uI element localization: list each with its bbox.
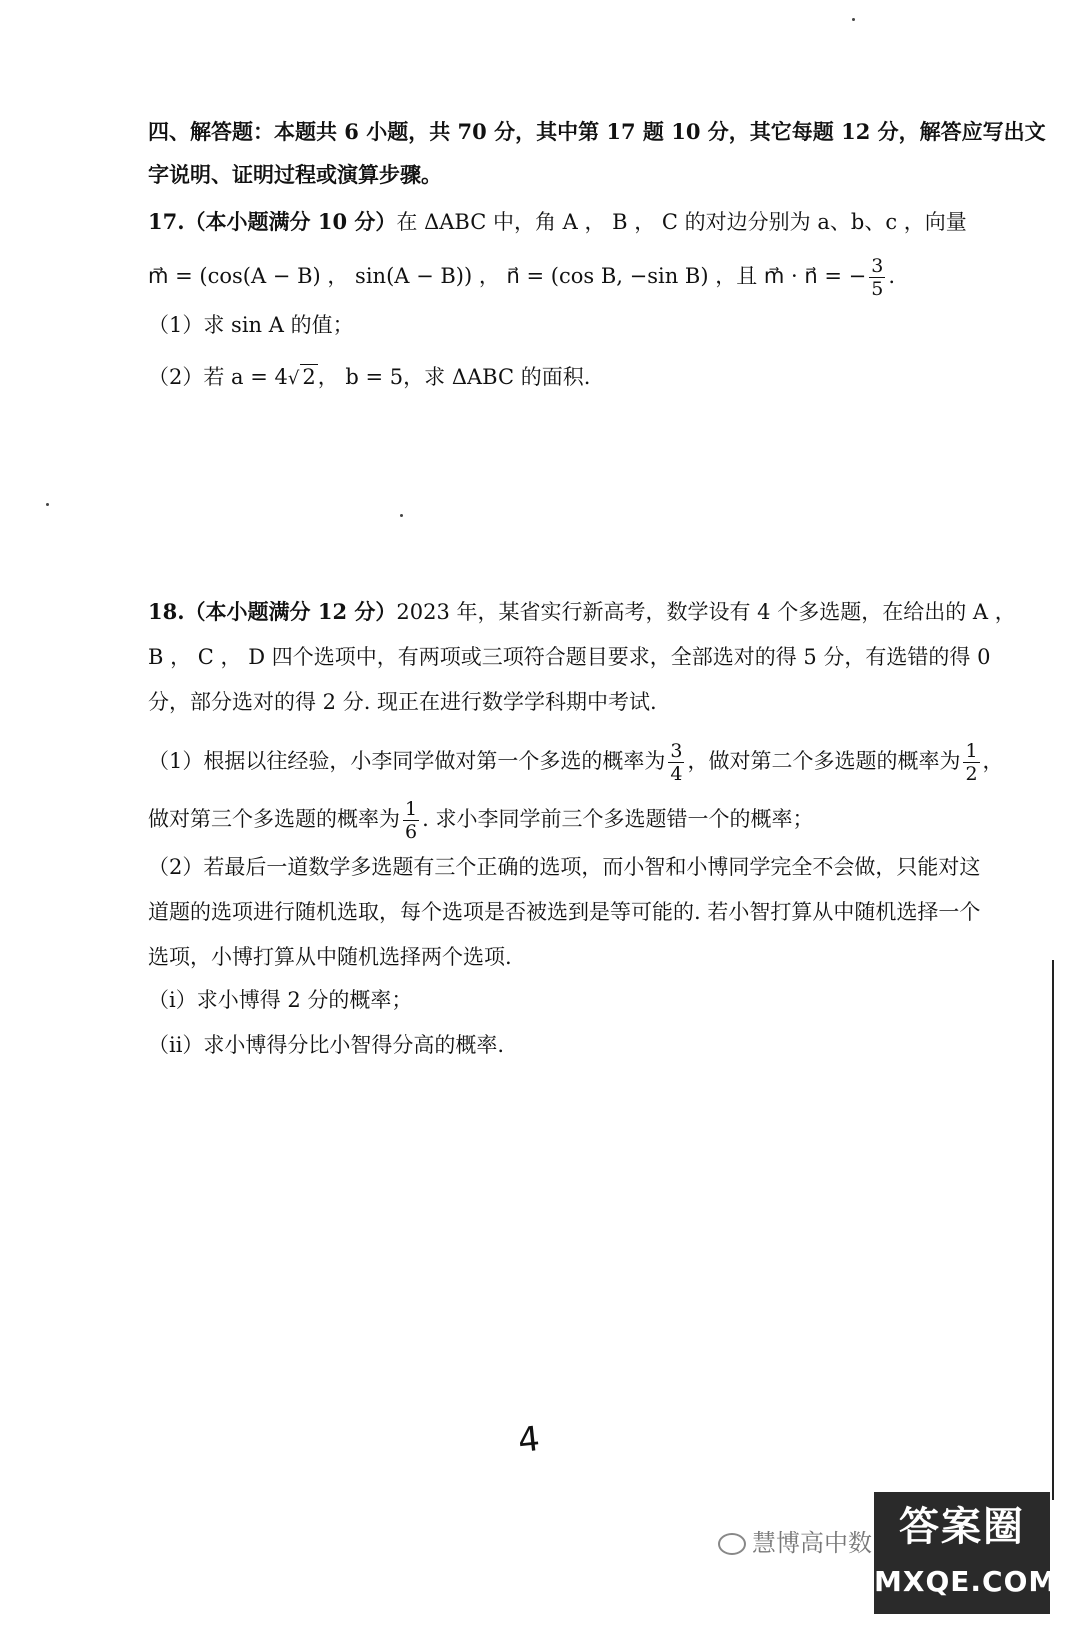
- q18-label: 18.（本小题满分 12 分）: [148, 599, 397, 624]
- logo-cn: 答案圈: [899, 1504, 1025, 1550]
- q18-f2-den: 2: [965, 763, 978, 785]
- q17-stem1: 在 ΔABC 中，角 A ， B ， C 的对边分别为 a、b、c ，向量: [396, 210, 967, 234]
- q18-part2-line3: 选项，小博打算从中随机选择两个选项.: [148, 945, 512, 969]
- q18-fraction-2: [963, 740, 979, 785]
- q17-sqrt-arg: 2: [302, 365, 316, 389]
- q17-part2-a: （2）若 a = 4: [148, 365, 288, 389]
- section-header-line2: 字说明、证明过程或演算步骤。: [148, 162, 442, 187]
- q18-stem1: 2023 年，某省实行新高考，数学设有 4 个多选题，在给出的 A ，: [396, 600, 1016, 624]
- q18-part2-line2: 道题的选项进行随机选取，每个选项是否被选到是等可能的. 若小智打算从中随机选择一个: [148, 900, 981, 924]
- section-header-line1: 四、解答题：本题共 6 小题，共 70 分，其中第 17 题 10 分，其它每题 12 分，解答应写出文: [148, 119, 1046, 144]
- q18-sub-i: （i）求小博得 2 分的概率；: [148, 988, 413, 1012]
- q17-part2: [148, 362, 590, 394]
- q17-part2-b: ， b = 5，求 ΔABC 的面积.: [317, 365, 591, 389]
- q18-f3-den: 6: [405, 821, 418, 843]
- wechat-icon: [718, 1533, 746, 1555]
- q18-part2-line1: （2）若最后一道数学多选题有三个正确的选项，而小智和小博同学完全不会做，只能对这: [148, 855, 981, 879]
- q17-frac-den: 5: [871, 278, 884, 300]
- q18-part1-line2: [148, 798, 813, 843]
- logo-en: MXQE.COM: [874, 1565, 1058, 1598]
- q18-f3-num: 1: [405, 798, 418, 820]
- q17-stem-line1: [148, 207, 967, 237]
- scan-speck: [400, 514, 403, 517]
- q18-f2-num: 1: [965, 740, 978, 762]
- watermark: [718, 1522, 872, 1564]
- q18-p1a: （1）根据以往经验，小李同学做对第一个多选的概率为: [148, 749, 666, 773]
- scan-speck: [852, 18, 855, 21]
- page-number: 4: [515, 1418, 542, 1462]
- site-logo: [874, 1492, 1058, 1614]
- q18-stem-line1: [148, 597, 1016, 627]
- q18-part1-line1: [148, 740, 1004, 785]
- q18-fraction-3: [403, 798, 419, 843]
- scan-speck: [46, 503, 49, 506]
- watermark-text: 慧博高中数: [752, 1529, 872, 1557]
- q18-p1e: . 求小李同学前三个多选题错一个的概率；: [422, 807, 814, 831]
- q17-frac-num: 3: [871, 255, 884, 277]
- q17-stem-line2: [148, 255, 895, 300]
- q18-stem-line3: 分，部分选对的得 2 分. 现正在进行数学学科期中考试.: [148, 690, 657, 714]
- sqrt-sign: √: [287, 368, 300, 389]
- q18-fraction-1: [668, 740, 684, 785]
- q18-f1-den: 4: [670, 763, 683, 785]
- q18-sub-ii: （ii）求小博得分比小智得分高的概率.: [148, 1033, 505, 1057]
- q17-vectors: m⃗ = (cos(A − B) ， sin(A − B)) ， n⃗ = (cos B, −sin B) ，且 m⃗ · n⃗ = −: [148, 264, 867, 288]
- scan-edge-line: [1052, 960, 1054, 1500]
- q17-fraction: [869, 255, 885, 300]
- q18-p1d: 做对第三个多选题的概率为: [148, 807, 400, 831]
- q17-label: 17.（本小题满分 10 分）: [148, 209, 397, 234]
- q17-part1: （1）求 sin A 的值；: [148, 313, 354, 337]
- q18-stem-line2: B ， C ， D 四个选项中，有两项或三项符合题目要求，全部选对的得 5 分，有选错的得 0: [148, 645, 991, 669]
- q18-p1c: ，: [982, 749, 1004, 773]
- q18-p1b: ，做对第二个多选题的概率为: [687, 749, 961, 773]
- q18-f1-num: 3: [670, 740, 683, 762]
- q17-stem2-end: .: [888, 264, 896, 288]
